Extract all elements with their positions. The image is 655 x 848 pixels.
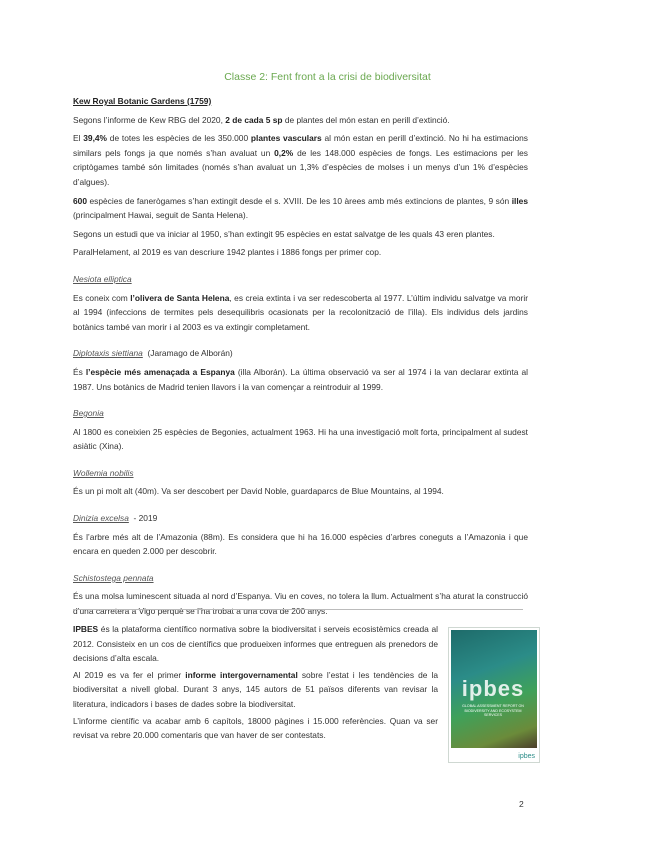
wollemia-name: Wollemia nobilis <box>73 467 134 478</box>
ipbes-section <box>73 622 438 745</box>
ipbes-paragraph-2: Al 2019 es va fer el primer informe intergovernamental sobre l’estat i les tendències de la biodiversitat a nivell global. Durant 3 anys, 145 autors de 51 països diferents van revisar la literatura, indicadors i bases de dades sobre la biodiversitat. <box>73 669 438 709</box>
nesiota-heading <box>73 272 528 287</box>
kew-paragraph-2: El 39,4% de totes les espècies de les 350.000 plantes vasculars al món estan en perill d’extinció. No hi ha estimacions similars pels fongs ja que només s’han avaluat un 0,2% de les 148.000 espècies de fongs. Les estimacions per les criptògames també són limitades (només s’han avaluat un 1,3% d’espècies de molses i un menys d’un 1% d’espècies d’algues). <box>73 133 528 187</box>
page-title: Classe 2: Fent front a la crisi de biodiversitat <box>224 71 431 83</box>
begonia-name: Begonia <box>73 408 104 419</box>
diplotaxis-heading <box>73 346 528 361</box>
schistostega-text: És una molsa luminescent situada al nord d’Espanya. Viu en coves, no tolera la llum. Actualment s’ha aturat la construcció d’una carretera a Vigo perquè se l’ha trobat a una cova de 200 anys. <box>73 591 528 617</box>
nesiota-name: Nesiota elliptica <box>73 273 132 284</box>
ipbes-report-cover-image <box>448 627 540 763</box>
kew-paragraph-5: ParalHelament, al 2019 es van descriure 1942 plantes i 1886 fongs per primer cop. <box>73 247 382 258</box>
dinizia-note: - 2019 <box>133 513 158 524</box>
wollemia-heading <box>73 466 528 481</box>
kew-paragraph-1: Segons l’informe de Kew RBG del 2020, 2 de cada 5 sp de plantes del món estan en perill d’extinció. <box>73 114 450 125</box>
kew-heading-text: Kew Royal Botanic Gardens (1759) <box>73 96 212 106</box>
cover-subtitle: GLOBAL ASSESSMENT REPORT ON BIODIVERSITY AND ECOSYSTEM SERVICES <box>462 704 524 717</box>
ipbes-logo-icon: ipbes <box>518 753 535 760</box>
schistostega-heading <box>73 571 528 586</box>
diplotaxis-text: És l’espècie més amenaçada a Espanya (illa Alborán). La última observació va ser al 1974 i la van declarar extinta al 1987. Uns botànics de Madrid tenien llavors i la van començar a reintroduir al 1999. <box>73 366 528 392</box>
cover-logo-word: ipbes <box>461 676 525 701</box>
dinizia-name: Dinizia excelsa <box>73 513 129 524</box>
begonia-text: Al 1800 es coneixien 25 espècies de Begonies, actualment 1963. Hi ha una investigació molt forta, principalment al sudest asiàtic (Xina). <box>73 426 528 452</box>
diplotaxis-name: Diplotaxis siettiana <box>73 348 143 359</box>
begonia-heading <box>73 406 528 421</box>
schistostega-name: Schistostega pennata <box>73 572 154 583</box>
kew-paragraph-3: 600 espècies de fanerògames s’han extingit desde el s. XVIII. De les 10 àrees amb més extincions de plantes, 9 són illes (principalment Hawai, seguit de Santa Helena). <box>73 195 528 221</box>
page-number: 2 <box>519 799 524 809</box>
dinizia-heading <box>73 511 528 526</box>
nesiota-text: Es coneix com l’olivera de Santa Helena, es creia extinta i va ser redescoberta al 1977. L’últim individu salvatge va morir al 1994 (infeccions de termites pels desequilibris ocasionats per la recolonització de l’illa). Els individus dels jardins botànics també van morir i al 2003 es va extingir completament. <box>73 292 528 332</box>
section-divider <box>73 609 523 610</box>
dinizia-text: És l’arbre més alt de l’Amazonia (88m). Es considera que hi ha 16.000 espècies d’arbres coneguts a l’Amazonia i que encara en queden 2.000 per descobrir. <box>73 531 528 557</box>
diplotaxis-note: (Jaramago de Alborán) <box>147 348 233 359</box>
ipbes-paragraph-1: IPBES és la plataforma científico normativa sobre la biodiversitat i serveis ecosistèmics creada al 2012. Consisteix en un cos de científics que produeixen informes que entreguen als prenedors de decisions d’alta escala. <box>73 624 438 664</box>
wollemia-text: És un pi molt alt (40m). Va ser descobert per David Noble, guardaparcs de Blue Mountains, al 1994. <box>73 486 444 497</box>
kew-paragraph-4: Segons un estudi que va iniciar al 1950, s’han extingit 95 espècies en estat salvatge de les quals 43 eren plantes. <box>73 228 495 239</box>
main-content <box>73 94 528 623</box>
ipbes-paragraph-3: L’informe científic va acabar amb 6 capítols, 18000 pàgines i 15.000 referències. Quan va ser revisat va rebre 20.000 comentaris que van haver de ser contestats. <box>73 715 438 741</box>
kew-heading <box>73 94 528 109</box>
